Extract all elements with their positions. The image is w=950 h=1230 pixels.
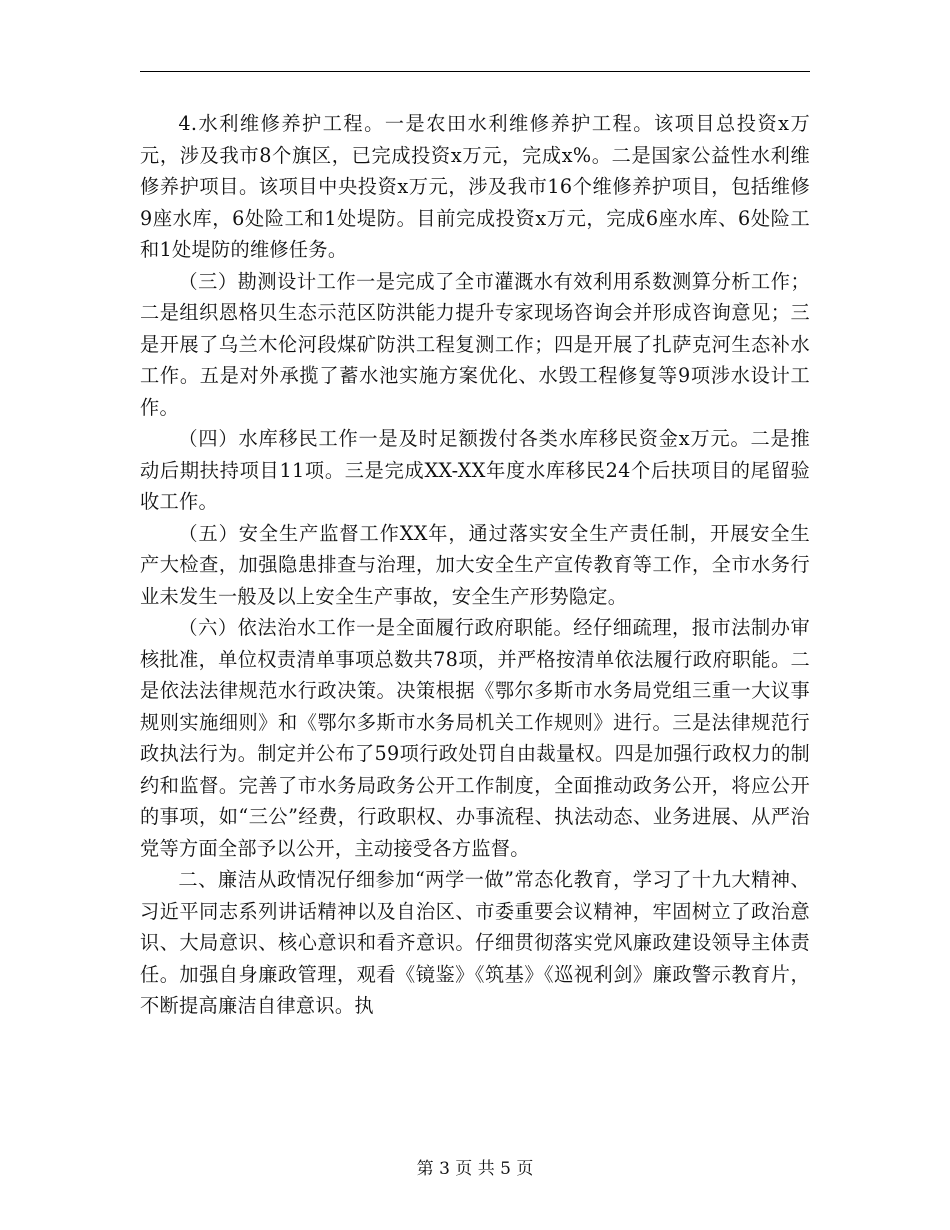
paragraph-rule-of-law: （六）依法治水工作一是全面履行政府职能。经仔细疏理，报市法制办审核批准，单位权责清单事项总数共78项，并严格按清单依法履行政府职能。二是依法法律规范水行政决策。决策根据《鄂尔多斯市水务局党组三重一大议事规则实施细则》和《鄂尔多斯市水务局机关工作规则》进行。三是法律规范行政执法行为。制定并公布了59项行政处罚自由裁量权。四是加强行政权力的制约和监督。完善了市水务局政务公开工作制度，全面推动政务公开，将应公开的事项，如“三公”经费，行政职权、办事流程、执法动态、业务进展、从严治党等方面全部予以公开，主动接受各方监督。 bbox=[140, 616, 810, 860]
page-number-footer: 第 3 页 共 5 页 bbox=[416, 1159, 534, 1179]
paragraph-integrity: 二、廉洁从政情况仔细参加“两学一做”常态化教育，学习了十九大精神、习近平同志系列讲话精神以及自治区、市委重要会议精神，牢固树立了政治意识、大局意识、核心意识和看齐意识。仔细贯彻落实党风廉政建设领导主体责任。加强自身廉政管理，观看《镜鉴》《筑基》《巡视利剑》廉政警示教育片，不断提高廉洁自律意识。执 bbox=[140, 868, 810, 1017]
paragraph-safety-supervision: （五）安全生产监督工作XX年，通过落实安全生产责任制，开展安全生产大检查，加强隐患排查与治理，加大安全生产宣传教育等工作，全市水务行业未发生一般及以上安全生产事故，安全生产形势隐定。 bbox=[140, 521, 810, 608]
paragraph-survey-design: （三）勘测设计工作一是完成了全市灌溉水有效利用系数测算分析工作；二是组织恩格贝生态示范区防洪能力提升专家现场咨询会并形成咨询意见；三是开展了乌兰木伦河段煤矿防洪工程复测工作；四是开展了扎萨克河生态补水工作。五是对外承揽了蓄水池实施方案优化、水毁工程修复等9项涉水设计工作。 bbox=[140, 269, 810, 419]
header-rule bbox=[140, 71, 810, 72]
body-text bbox=[140, 108, 810, 1022]
paragraph-maintenance-project: 4.水利维修养护工程。一是农田水利维修养护工程。该项目总投资x万元，涉及我市8个旗区，已完成投资x万元，完成x%。二是国家公益性水利维修养护项目。该项目中央投资x万元，涉及我市16个维修养护项目，包括维修9座水库，6处险工和1处堤防。目前完成投资x万元，完成6座水库、6处险工和1处堤防的维修任务。 bbox=[140, 112, 810, 261]
paragraph-reservoir-resettlement: （四）水库移民工作一是及时足额拨付各类水库移民资金x万元。二是推动后期扶持项目11项。三是完成XX-XX年度水库移民24个后扶项目的尾留验收工作。 bbox=[140, 427, 810, 513]
